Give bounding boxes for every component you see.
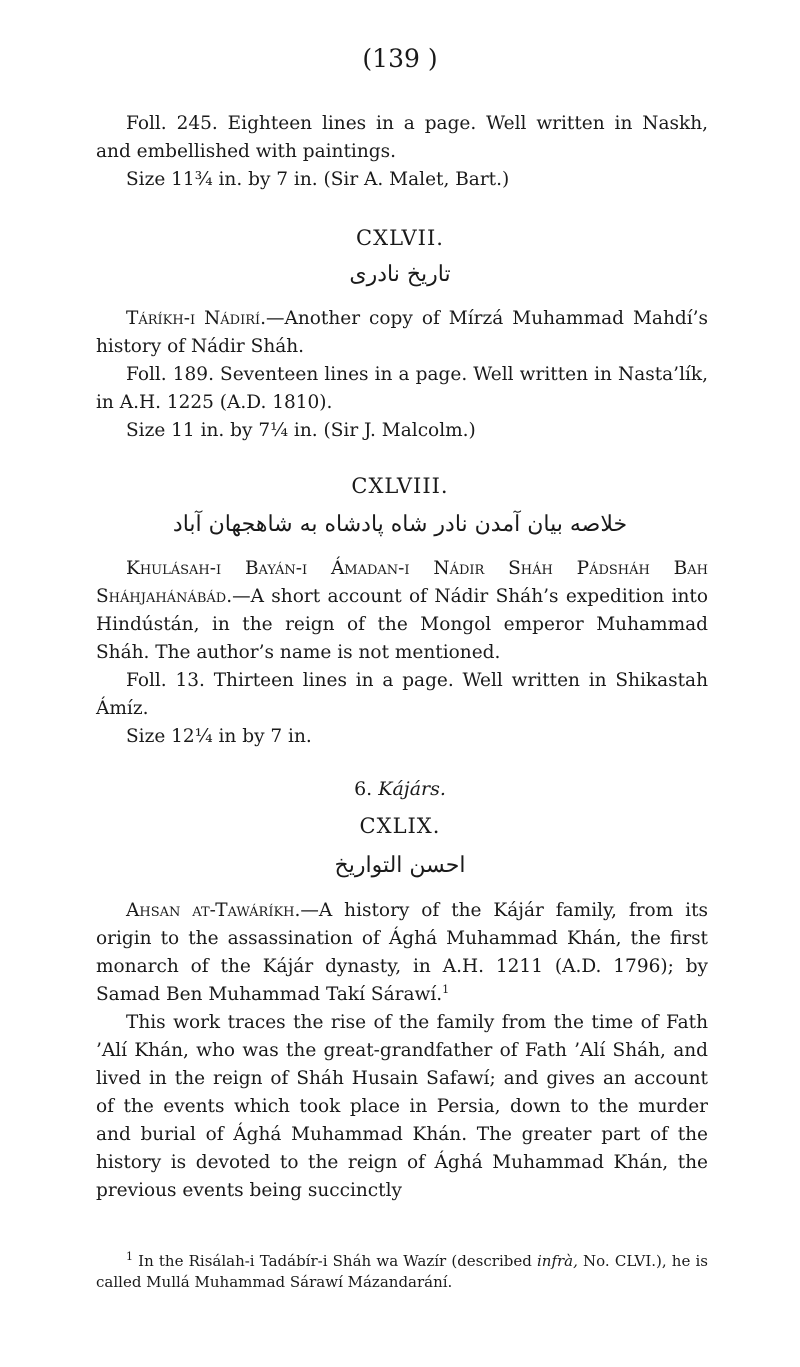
entry-147-title: Táríkh-i Nádirí. [126, 308, 267, 329]
entry-148-title: Khulásah-i Bayán-i Ámadan-i Nádir Sháh Pádsháh Bah Sháhjahánábád. [96, 558, 708, 607]
section-heading [0, 778, 800, 800]
previous-entry-foll-line: Foll. 245. Eighteen lines in a page. Well written in Naskh, and embellished with paintings. [96, 113, 708, 162]
entry-147-size-line: Size 11 in. by 7¼ in. (Sir J. Malcolm.) [126, 420, 476, 441]
entry-149-desc-text: —A history of the Kájár family, from its origin to the assassination of Ághá Muhammad Khán, the first monarch of the Kájár dynasty, in A.H. 1211 (A.D. 1796); by Samad Ben Muhammad Takí Sárawí. [96, 900, 708, 1005]
footnote-italic: infrà, [536, 1252, 578, 1270]
entry-148-foll-line: Foll. 13. Thirteen lines in a page. Well written in Shikastah Ámíz. [96, 670, 708, 719]
footnote-text-after: No. CLVI.), he is called Mullá Muhammad Sárawí Mázandarání. [96, 1252, 708, 1291]
entry-148-numeral: CXLVIII. [351, 474, 449, 498]
footnote-mark: 1 [126, 1250, 133, 1263]
entry-149-title: Ahsan at-Tawáríkh. [126, 900, 301, 921]
entry-149-numeral: CXLIX. [359, 814, 441, 838]
entry-147-foll-line: Foll. 189. Seventeen lines in a page. Well written in Nasta’lík, in A.H. 1225 (A.D. 1810). [96, 364, 708, 413]
entry-148-description [96, 555, 708, 667]
entry-149-arabic-title: احسن التواریخ [334, 853, 466, 878]
section-number: 6. [354, 778, 373, 800]
entry-148-size-line: Size 12¼ in by 7 in. [126, 726, 312, 747]
entry-147-numeral: CXLVII. [356, 226, 444, 250]
footnote [96, 1251, 708, 1293]
footnote-reference: 1 [442, 982, 450, 996]
entry-148-desc-text: —A short account of Nádir Sháh’s expedition into Hindústán, in the reign of the Mongol emperor Muhammad Sháh. The author’s name is not mentioned. [96, 586, 708, 663]
entry-147-desc-text: —Another copy of Mírzá Muhammad Mahdí’s history of Nádir Sháh. [96, 308, 709, 357]
entry-147-arabic-title: تاریخ نادری [349, 262, 451, 287]
entry-149-paragraph-2: This work traces the rise of the family from the time of Fath ’Alí Khán, who was the great-grandfather of Fath ’Alí Sháh, and lived in the reign of Sháh Husain Safawí; and gives an account of the events which took place in Persia, down to the murder and burial of Ághá Muhammad Khán. The greater part of the history is devoted to the reign of Ághá Muhammad Khán, the previous events being succinctly [96, 1012, 708, 1201]
entry-148-arabic-title: خلاصه بیان آمدن نادر شاه پادشاه به شاهجهان آباد [172, 512, 628, 537]
entry-149-description [96, 897, 708, 1009]
previous-entry-size-line: Size 11¾ in. by 7 in. (Sir A. Malet, Bart.) [126, 169, 510, 190]
page-number: (139 ) [362, 44, 438, 73]
section-title: Kájárs. [378, 778, 446, 800]
entry-147-description [96, 305, 708, 361]
footnote-text-before: In the Risálah-i Tadábír-i Sháh wa Wazír (described [138, 1252, 537, 1270]
